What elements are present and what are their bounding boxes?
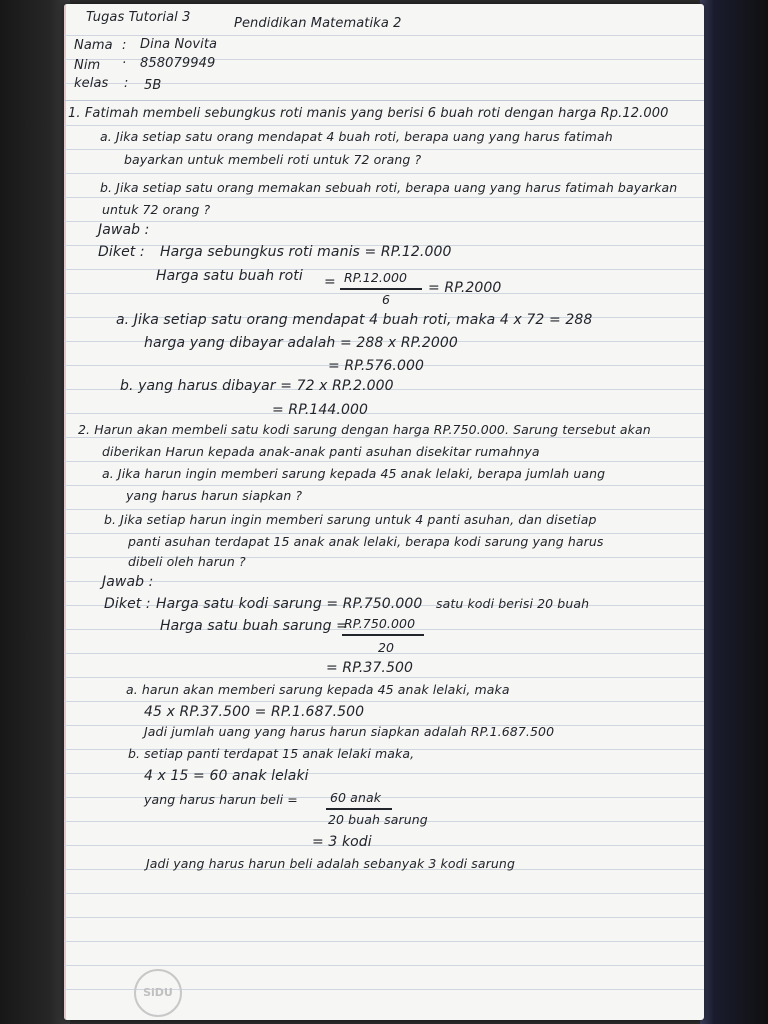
problem1-jawab: Jawab : (98, 222, 150, 238)
kelas-label: kelas (74, 76, 109, 91)
ruled-line (64, 437, 704, 438)
problem1-fraction-result: = RP.2000 (428, 280, 502, 296)
problem2-question-line2: diberikan Harun kepada anak-anak panti asuhan disekitar rumahnya (102, 444, 540, 459)
problem2-jawab: Jawab : (102, 574, 154, 590)
ruled-line (64, 173, 704, 174)
problem2-part-a-line2: yang harus harun siapkan ? (126, 488, 303, 503)
problem2-answer-a-line2: 45 x RP.37.500 = RP.1.687.500 (144, 704, 365, 720)
nim-separator: · (122, 56, 127, 71)
background-left (0, 0, 70, 1024)
problem2-answer-b-line1: b. setiap panti terdapat 15 anak lelaki maka, (128, 746, 415, 761)
problem1-fraction-equals: = (324, 274, 336, 290)
problem2-answer-b-line2: 4 x 15 = 60 anak lelaki (144, 768, 309, 784)
name-value: Dina Novita (140, 37, 218, 52)
page-margin-line (64, 4, 66, 1020)
problem2-conclusion: Jadi yang harus harun beli adalah sebanyak 3 kodi sarung (146, 856, 515, 871)
problem1-diket-label: Diket : (98, 244, 145, 260)
problem2-answer-b-denominator: 20 buah sarung (328, 812, 428, 827)
problem2-answer-b-line3: yang harus harun beli = (144, 792, 298, 807)
ruled-line (64, 941, 704, 942)
problem2-diket-label: Diket : (104, 596, 151, 612)
problem2-fraction-result: = RP.37.500 (326, 660, 413, 676)
problem2-question-line1: 2. Harun akan membeli satu kodi sarung dengan harga RP.750.000. Sarung tersebut akan (78, 422, 651, 437)
problem2-part-a-line1: a. Jika harun ingin memberi sarung kepada 45 anak lelaki, berapa jumlah uang (102, 466, 606, 481)
problem1-answer-a-line2: harga yang dibayar adalah = 288 x RP.2000 (144, 335, 458, 351)
ruled-line (64, 149, 704, 150)
ruled-line (64, 221, 704, 222)
name-label: Nama (74, 38, 113, 53)
problem2-diket-note: satu kodi berisi 20 buah (436, 596, 590, 611)
problem1-part-a-line2: bayarkan untuk membeli roti untuk 72 orang ? (124, 152, 422, 167)
ruled-line (64, 461, 704, 462)
nim-label: Nim (74, 58, 101, 73)
ruled-line (64, 35, 704, 36)
notebook-page (64, 4, 704, 1020)
ruled-line (64, 701, 704, 702)
problem2-part-b-line1: b. Jika setiap harun ingin memberi sarung untuk 4 panti asuhan, dan disetiap (104, 512, 597, 527)
ruled-line (64, 100, 704, 101)
problem2-diket-line1: Harga satu kodi sarung = RP.750.000 (156, 596, 423, 612)
name-separator: : (122, 38, 127, 53)
ruled-line (64, 893, 704, 894)
ruled-line (64, 917, 704, 918)
problem1-fraction-denominator: 6 (382, 292, 391, 307)
kelas-value: 5B (144, 78, 162, 93)
ruled-line (64, 965, 704, 966)
nim-value: 858079949 (140, 56, 216, 71)
problem1-diket-line2: Harga satu buah roti (156, 268, 303, 284)
problem2-answer-b-fraction-bar (326, 808, 392, 810)
problem1-question: 1. Fatimah membeli sebungkus roti manis yang berisi 6 buah roti dengan harga Rp.12.000 (68, 106, 669, 121)
problem1-part-a-line1: a. Jika setiap satu orang mendapat 4 buah roti, berapa uang yang harus fatimah (100, 129, 613, 144)
problem1-diket-line1: Harga sebungkus roti manis = RP.12.000 (160, 244, 452, 260)
problem2-diket-line2: Harga satu buah sarung = (160, 618, 348, 634)
problem1-fraction-numerator: RP.12.000 (344, 270, 408, 285)
problem2-answer-b-numerator: 60 anak (330, 790, 382, 805)
ruled-line (64, 845, 704, 846)
problem1-part-b-line1: b. Jika setiap satu orang memakan sebuah roti, berapa uang yang harus fatimah bayarkan (100, 180, 678, 195)
ruled-line (64, 485, 704, 486)
problem2-part-b-line2: panti asuhan terdapat 15 anak anak lelaki, berapa kodi sarung yang harus (128, 534, 604, 549)
ruled-line (64, 509, 704, 510)
problem2-answer-a-line3: Jadi jumlah uang yang harus harun siapkan adalah RP.1.687.500 (144, 724, 555, 739)
problem2-answer-b-line4: = 3 kodi (312, 834, 372, 850)
problem1-part-b-line2: untuk 72 orang ? (102, 202, 211, 217)
problem1-answer-a-line3: = RP.576.000 (328, 358, 424, 374)
notebook-brand-logo: SiDU (134, 969, 182, 1017)
background-right (700, 0, 768, 1024)
problem2-part-b-line3: dibeli oleh harun ? (128, 554, 246, 569)
problem2-fraction-denominator: 20 (378, 640, 395, 655)
problem1-answer-b-line1: b. yang harus dibayar = 72 x RP.2.000 (120, 378, 394, 394)
ruled-line (64, 413, 704, 414)
ruled-line (64, 677, 704, 678)
kelas-separator: : (124, 76, 129, 91)
problem2-fraction-bar (342, 634, 424, 636)
header-subject-right: Pendidikan Matematika 2 (234, 16, 402, 31)
header-subject-left: Tugas Tutorial 3 (86, 10, 191, 25)
problem1-answer-b-line2: = RP.144.000 (272, 402, 368, 418)
ruled-line (64, 581, 704, 582)
ruled-line (64, 197, 704, 198)
problem1-answer-a-line1: a. Jika setiap satu orang mendapat 4 buah roti, maka 4 x 72 = 288 (116, 312, 593, 328)
ruled-line (64, 125, 704, 126)
problem2-answer-a-line1: a. harun akan memberi sarung kepada 45 anak lelaki, maka (126, 682, 510, 697)
problem2-fraction-numerator: RP.750.000 (344, 616, 416, 631)
problem1-fraction-bar (340, 288, 422, 290)
